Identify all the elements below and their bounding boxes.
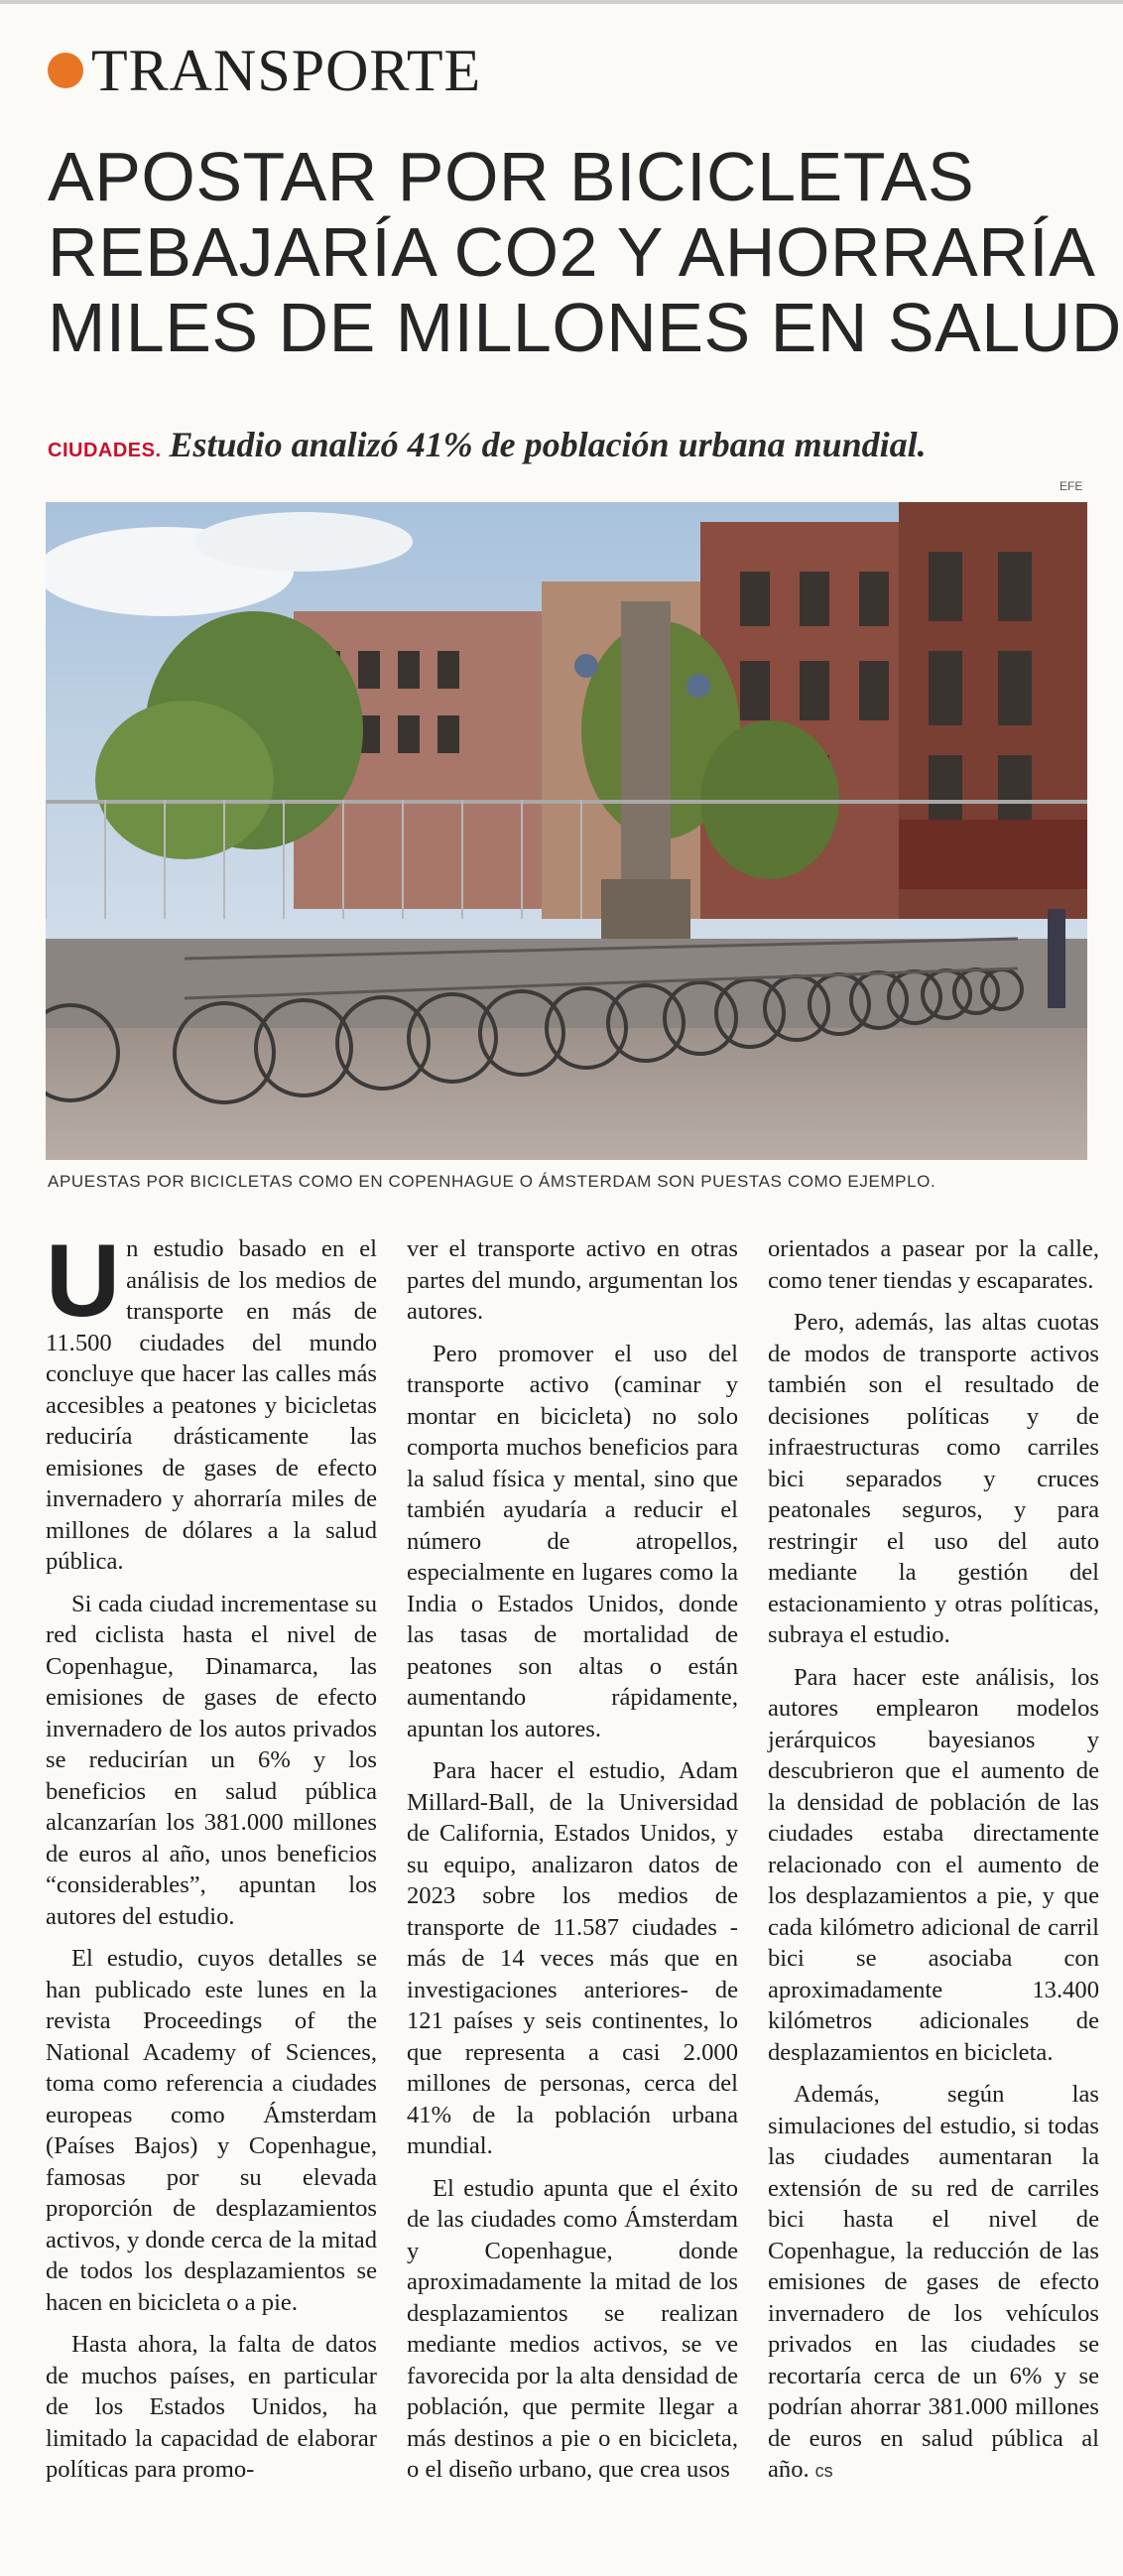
article-paragraph: Pero promover el uso del transporte activo (caminar y montar en bicicleta) no solo comporta muchos beneficios para la salud física y mental, sino que también ayudaría a reducir el número de atropellos, especialmente en lugares como la India o Estados Unidos, donde las tasas de mortalidad de peatones son altas o están aumentando rápidamente, apuntan los autores. bbox=[407, 1340, 738, 1742]
kicker-tag: CIUDADES. bbox=[48, 440, 162, 461]
article-column-3 bbox=[768, 1233, 1099, 2499]
kicker-text: Estudio analizó 41% de población urbana mundial. bbox=[169, 425, 927, 464]
paragraph-text: Además, según las simulaciones del estudio, si todas las ciudades aumentaran la extensión de su red de carriles bici hasta el nivel de Copenhague, la reducción de las emisiones de gases de efecto invernadero de los vehículos privados en las ciudades se recortaría cerca de un 6% y se podrían ahorrar 381.000 millones de euros en salud pública al año. bbox=[768, 2081, 1099, 2483]
section-dot-icon bbox=[48, 53, 83, 88]
article-paragraph: ver el transporte activo en otras partes del mundo, argumentan los autores. bbox=[407, 1235, 738, 1325]
article-paragraph: Para hacer el estudio, Adam Millard-Ball, de la Universidad de California, Estados Unidos, y su equipo, analizaron datos de 2023 sobre los medios de transporte de 11.587 ciudades -más de 14 veces más que en investigaciones anteriores- de 121 países y seis continentes, lo que representa a casi 2.000 millones de personas, cerca del 41% de la población urbana mundial. bbox=[407, 1757, 738, 2159]
article-paragraph bbox=[768, 2079, 1099, 2488]
article-paragraph: El estudio, cuyos detalles se han publicado este lunes en la revista Proceedings of the National Academy of Sciences, toma como referencia a ciudades europeas como Ámsterdam (Países Bajos) y Copenhague, famosas por su elevada proporción de desplazamientos activos, y donde cerca de la mitad de todos los desplazamientos se hacen en bicicleta o a pie. bbox=[46, 1945, 377, 2316]
headline-line: MILES DE MILLONES EN SALUD bbox=[48, 289, 1122, 366]
photo-bicycles-amsterdam bbox=[46, 502, 1087, 1160]
article-column-1 bbox=[46, 1224, 377, 2497]
article-paragraph: orientados a pasear por la calle, como tener tiendas y escaparates. bbox=[768, 1235, 1099, 1294]
photo-credit: EFE bbox=[1060, 479, 1083, 493]
section-header bbox=[48, 36, 481, 105]
dropcap: U bbox=[46, 1224, 121, 1339]
article-paragraph: Hasta ahora, la falta de datos de muchos países, en particular de los Estados Unidos, ha limitado la capacidad de elaborar políticas para promo- bbox=[46, 2331, 377, 2483]
article-column-2 bbox=[407, 1233, 738, 2497]
paragraph-text: n estudio basado en el análisis de los medios de transporte en más de 11.500 ciudades del mundo concluye que hacer las calles más accesibles a peatones y bicicletas reduciría drásticamente las emisiones de gases de efecto invernadero y ahorraría miles de millones de dólares a la salud pública. bbox=[46, 1235, 377, 1575]
kicker bbox=[48, 424, 927, 473]
end-mark: cs bbox=[814, 2461, 833, 2481]
headline-line: REBAJARÍA CO2 Y AHORRARÍA bbox=[48, 213, 1096, 291]
article-paragraph: Para hacer este análisis, los autores emplearon modelos jerárquicos bayesianos y descubrieron que el aumento de la densidad de población de las ciudades estaba directamente relacionado con el aumento de los desplazamientos a pie, y que cada kilómetro adicional de carril bici se asociaba con aproximadamente 13.400 kilómetros adicionales de desplazamientos en bicicleta. bbox=[768, 1663, 1099, 2066]
article-paragraph bbox=[46, 1224, 377, 1578]
article-paragraph: Si cada ciudad incrementase su red ciclista hasta el nivel de Copenhague, Dinamarca, las emisiones de gases de efecto invernadero de los autos privados se reducirían un 6% y los beneficios en salud pública alcanzarían los 381.000 millones de euros al año, unos beneficios “considerables”, apuntan los autores del estudio. bbox=[46, 1590, 377, 1930]
article-paragraph: Pero, además, las altas cuotas de modos de transporte activos también son el resultado de decisiones políticas y de infraestructuras como carriles bici separados y cruces peatonales seguros, y para restringir el uso del auto mediante la gestión del estacionamiento y otras políticas, subraya el estudio. bbox=[768, 1309, 1099, 1648]
headline bbox=[48, 138, 1122, 366]
section-label: TRANSPORTE bbox=[91, 38, 482, 103]
top-rule bbox=[0, 0, 1123, 4]
photo-caption: APUESTAS POR BICICLETAS COMO EN COPENHAGUE O ÁMSTERDAM SON PUESTAS COMO EJEMPLO. bbox=[48, 1172, 936, 1191]
article-paragraph: El estudio apunta que el éxito de las ciudades como Ámsterdam y Copenhague, donde aproximadamente la mitad de los desplazamientos se realizan mediante medios activos, se ve favorecida por la alta densidad de población, que permite llegar a más destinos a pie o en bicicleta, o el diseño urbano, que crea usos bbox=[407, 2174, 738, 2483]
headline-line: APOSTAR POR BICICLETAS bbox=[48, 138, 975, 215]
